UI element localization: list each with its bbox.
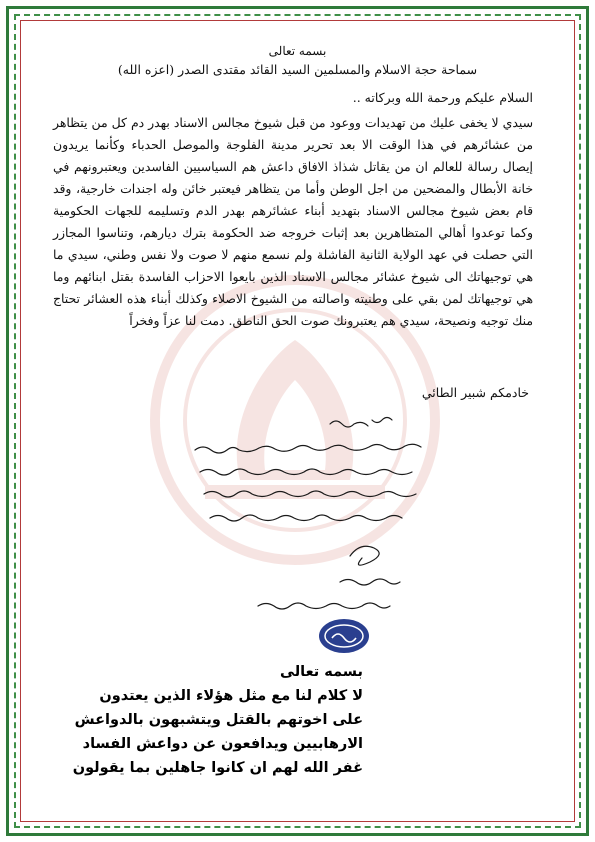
typed-reply-line: الارهابيين ويدافعون عن دواعش الفساد bbox=[82, 736, 363, 752]
official-seal bbox=[318, 618, 370, 654]
letter-greeting: السلام عليكم ورحمة الله وبركاته .. bbox=[352, 90, 533, 105]
typed-reply-line: بسمه تعالى bbox=[280, 664, 363, 680]
letter-body: سيدي لا يخفى عليك من تهديدات ووعود من قبل شيوخ مجالس الاسناد بهدر دم كل من يتظاهر من عشائرهم في هذا الوقت الا بعد تحرير مدينة الفلوجة والموصل الحدباء وكأنما يريدون إيصال رسالة للعالم ان من يقاتل شذاذ الافاق داعش هم السياسيين الفاسدين ويعتبرونهم في خانة الأبطال والمضحين من اجل الوطن وأما من يتظاهر فيعتبر خائن وله اجندات خارجية، وقد قام بعض شيوخ مجالس الاسناد بتهديد أبناء عشائرهم بهدر الدم وتسليمه للجهات الحكومية وكما توعدوا أهالي المتظاهرين بعد إثبات خروجه ضد الحكومة بترك ديارهم، وتناسوا المجازر التي حصلت في عهد الولاية الثانية الفاشلة ولم نسمع منهم لا صوت ولا نفس وطني، سيدي ما هي توجيهاتك الى شيوخ عشائر مجالس الاسناد الذين بايعوا الاحزاب الفاسدة بقتل ابنائهم وما هي توجيهاتك لمن بقي على وطنيته واصالته من الشيوخ الاصلاء وكذلك أبناء هذه العشائر تحتاج منك توجيه ونصيحة، سيدي هم يعتبرونك صوت الحق الناطق. دمت لنا عزاً وفخراً bbox=[53, 115, 533, 328]
letter-signer: خادمكم شبير الطائي bbox=[421, 385, 529, 400]
letter-bismillah: بسمه تعالى bbox=[268, 44, 327, 58]
letter-addressee: سماحة حجة الاسلام والمسلمين السيد القائد مقتدى الصدر (اعزه الله) bbox=[117, 62, 478, 77]
typed-reply-line: لا كلام لنا مع مثل هؤلاء الذين يعتدون bbox=[99, 688, 363, 704]
typed-reply-line: غفر الله لهم ان كانوا جاهلين بما يقولون bbox=[72, 760, 363, 776]
typed-reply bbox=[33, 660, 363, 780]
typed-reply-line: على اخوتهم بالقتل ويتشبهون بالدواعش bbox=[74, 712, 363, 728]
